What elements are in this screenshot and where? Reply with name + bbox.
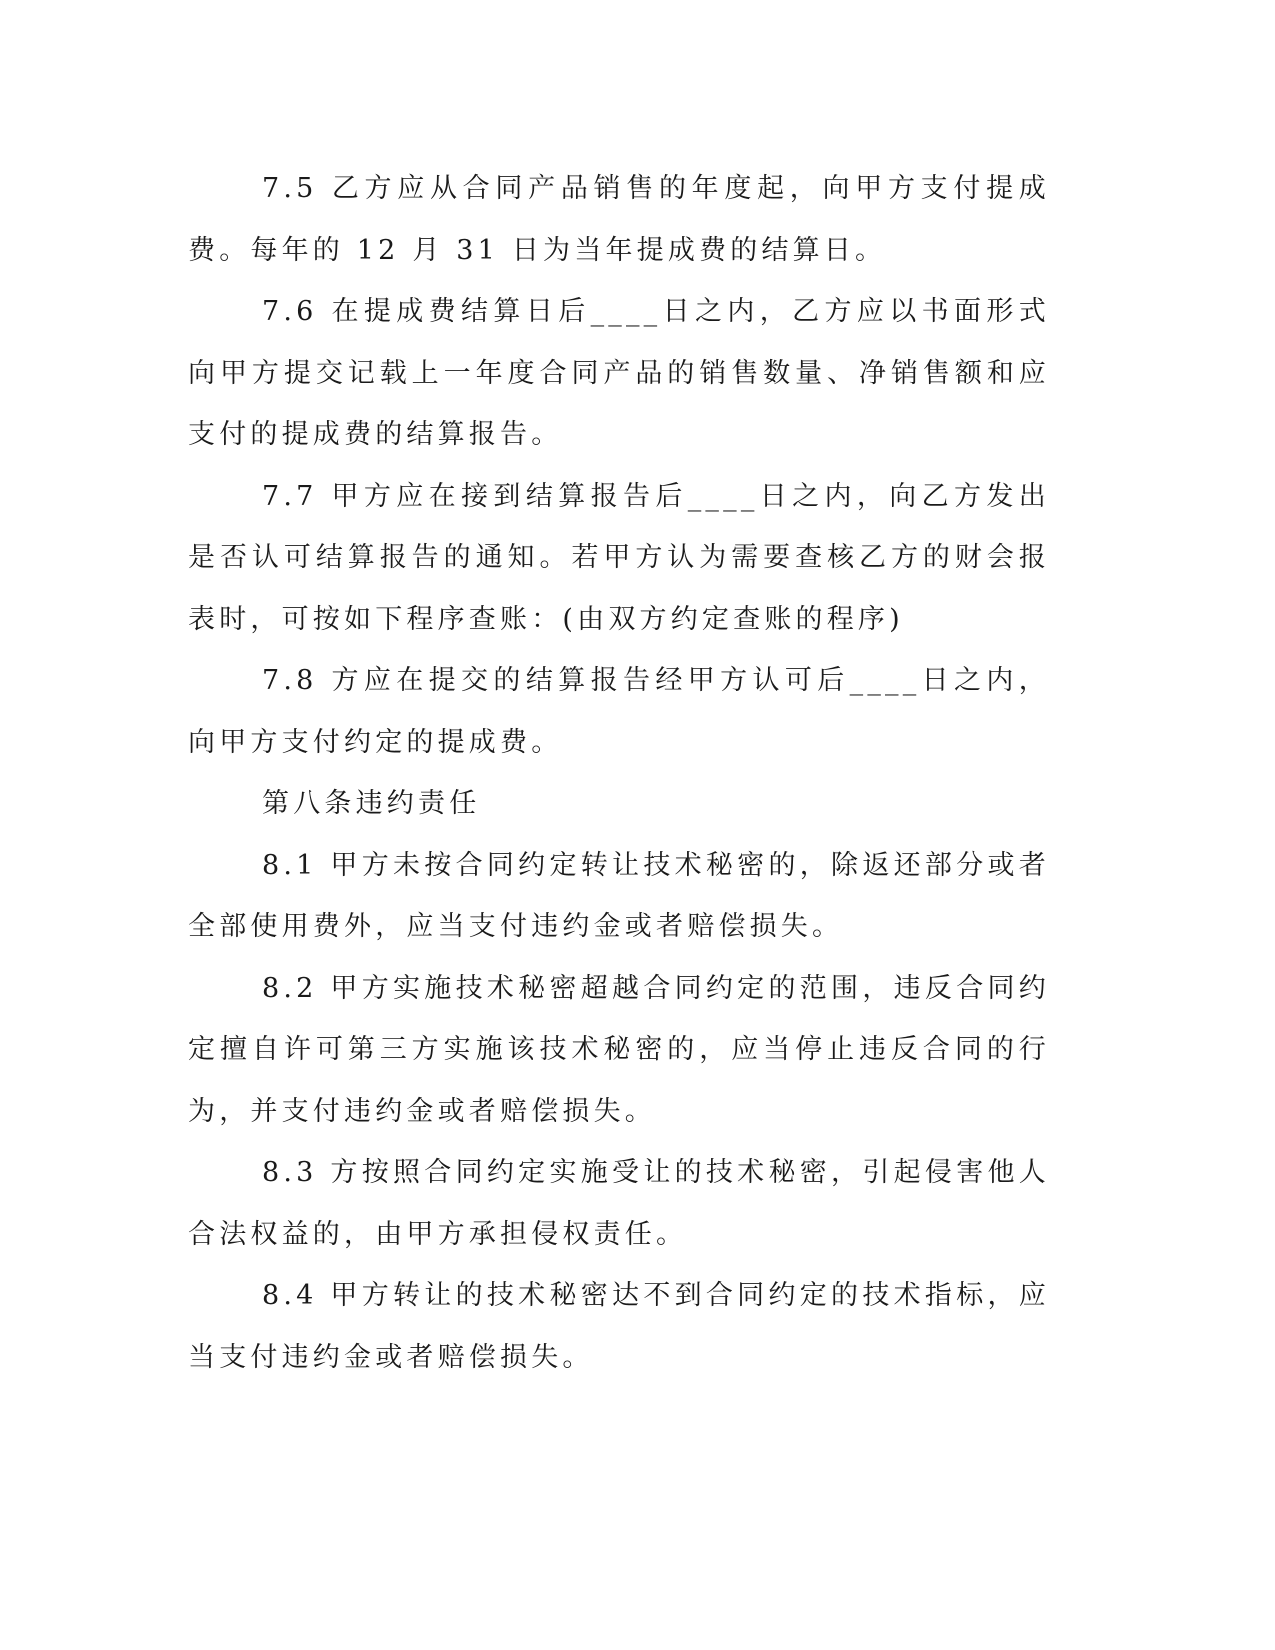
clause-8-2: 8.2 甲方实施技术秘密超越合同约定的范围，违反合同约定擅自许可第三方实施该技术秘密的，应当停止违反合同的行为，并支付违约金或者赔偿损失。 [188, 972, 1050, 1127]
clause-8-3: 8.3 方按照合同约定实施受让的技术秘密，引起侵害他人合法权益的，由甲方承担侵权责任。 [188, 1157, 1050, 1250]
clause-8-1: 8.1 甲方未按合同约定转让技术秘密的，除返还部分或者全部使用费外，应当支付违约金或者赔偿损失。 [188, 849, 1050, 942]
document-body [188, 158, 1050, 1388]
clause-8-4: 8.4 甲方转让的技术秘密达不到合同约定的技术指标，应当支付违约金或者赔偿损失。 [188, 1280, 1050, 1373]
section-heading-article-8: 第八条违约责任 [262, 788, 481, 819]
clause-7-5: 7.5 乙方应从合同产品销售的年度起，向甲方支付提成费。每年的 12 月 31 日为当年提成费的结算日。 [188, 173, 1050, 266]
clause-7-7: 7.7 甲方应在接到结算报告后____日之内，向乙方发出是否认可结算报告的通知。若甲方认为需要查核乙方的财会报表时，可按如下程序查账：(由双方约定查账的程序) [188, 480, 1050, 635]
clause-7-8: 7.8 方应在提交的结算报告经甲方认可后____日之内，向甲方支付约定的提成费。 [188, 665, 1050, 758]
clause-7-6: 7.6 在提成费结算日后____日之内，乙方应以书面形式向甲方提交记载上一年度合同产品的销售数量、净销售额和应支付的提成费的结算报告。 [188, 296, 1050, 450]
